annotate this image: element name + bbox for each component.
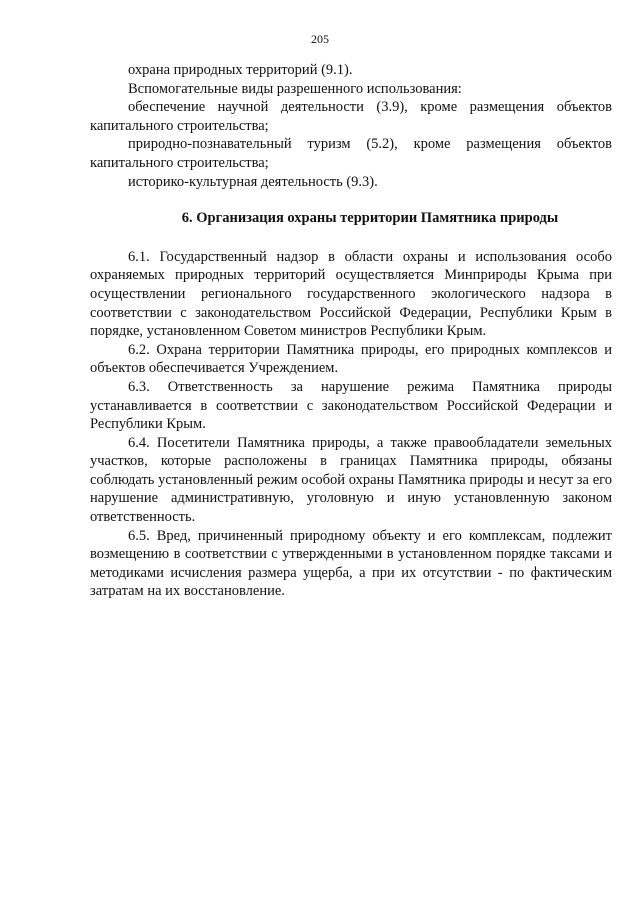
section-paragraph: 6.2. Охрана территории Памятника природы, его природных комплексов и объектов обеспечивается Учреждением. (90, 341, 612, 377)
intro-paragraph: обеспечение научной деятельности (3.9), кроме размещения объектов капитального строительства; (90, 99, 612, 134)
section-paragraph: 6.5. Вред, причиненный природному объекту и его комплексам, подлежит возмещению в соответствии с утвержденными в установленном порядке таксами и методиками исчисления размера ущерба, а при их отсутствии - по фактическим затратам на их восстановление. (90, 527, 612, 600)
section-paragraph: 6.1. Государственный надзор в области охраны и использования особо охраняемых природных территорий осуществляется Минприроды Крыма при осуществлении регионального государственного экологического надзора в соответствии с законодательством Российской Федерации, Республики Крым в порядке, установленном Советом министров Республики Крым. (90, 248, 612, 340)
intro-paragraph: природно-познавательный туризм (5.2), кроме размещения объектов капитального строительства; (90, 136, 612, 171)
intro-paragraph: охрана природных территорий (9.1). (128, 62, 353, 78)
section-paragraph: 6.4. Посетители Памятника природы, а также правообладатели земельных участков, которые расположены в границах Памятника природы, обязаны соблюдать установленный режим особой охраны Памятника природы и несут за его нарушение административную, уголовную и иную установленную законом ответственность. (90, 434, 612, 526)
intro-paragraph: историко-культурная деятельность (9.3). (128, 173, 378, 190)
intro-paragraph: Вспомогательные виды разрешенного использования: (128, 80, 462, 97)
section-paragraph: 6.3. Ответственность за нарушение режима Памятника природы устанавливается в соответствии с законодательством Российской Федерации и Республики Крым. (90, 378, 612, 433)
section-title: 6. Организация охраны территории Памятника природы (181, 210, 559, 227)
page-number: 205 (311, 32, 329, 46)
document-body (90, 61, 612, 601)
